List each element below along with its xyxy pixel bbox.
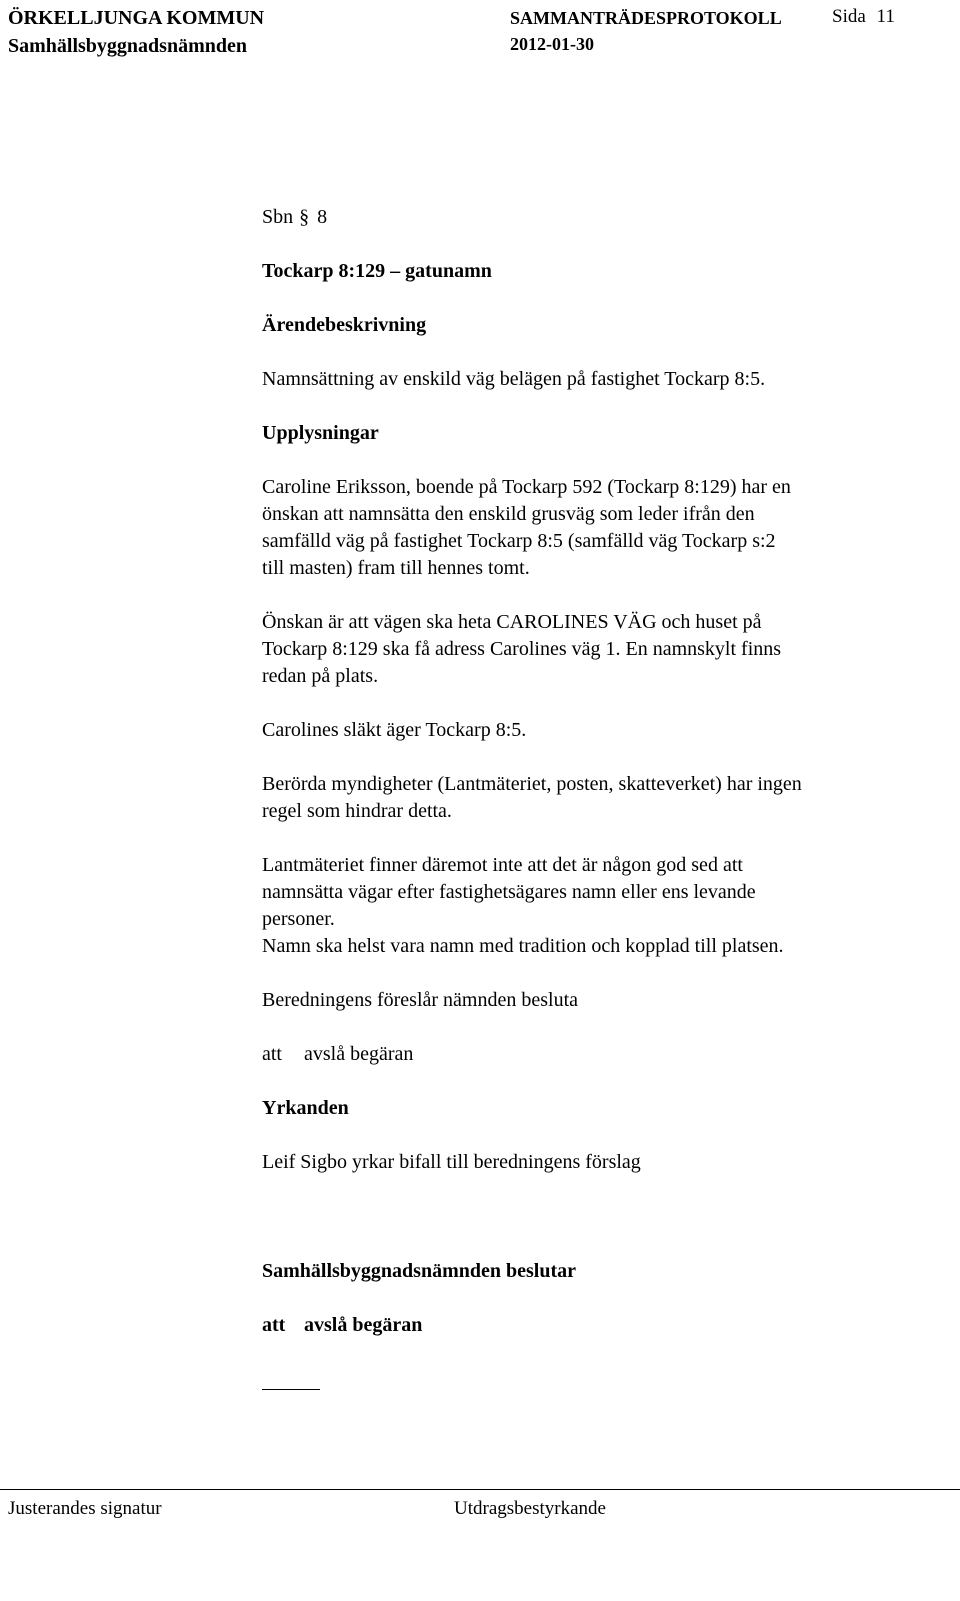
text-line: Namn ska helst vara namn med tradition och kopplad till platsen. [262,935,784,957]
yrkanden-heading: Yrkanden [262,1097,349,1119]
arendebeskrivning-text: Namnsättning av enskild väg belägen på fastighet Tockarp 8:5. [262,368,766,390]
text-line: Lantmäteriet finner däremot inte att det är någon god sed att [262,854,743,876]
text-line: personer. [262,908,335,930]
att-word: att [262,1314,286,1336]
arendebeskrivning-heading: Ärendebeskrivning [262,314,427,336]
section-prefix: Sbn [262,206,294,228]
text-line: Carolines släkt äger Tockarp 8:5. [262,719,527,741]
upplysningar-paragraph-1 [262,474,922,582]
section-end-rule [262,1389,320,1390]
upplysningar-paragraph-2 [262,609,922,690]
yrkanden-text: Leif Sigbo yrkar bifall till beredningens förslag [262,1151,641,1173]
document-type: SAMMANTRÄDESPROTOKOLL [510,8,782,28]
section-num: 8 [317,206,328,228]
committee-name: Samhällsbyggnadsnämnden [8,35,247,57]
text-line: till masten) fram till hennes tomt. [262,557,530,579]
text-line: redan på plats. [262,665,379,687]
decision-text: avslå begäran [304,1314,423,1336]
upplysningar-paragraph-3 [262,717,922,744]
text-line: Berörda myndigheter (Lantmäteriet, posten, skatteverket) har ingen [262,773,802,795]
section-title: Tockarp 8:129 – gatunamn [262,260,492,282]
proposal-text: avslå begäran [304,1043,414,1065]
text-line: Tockarp 8:129 ska få adress Carolines väg 1. En namnskylt finns [262,638,782,660]
footer-certification-label: Utdragsbestyrkande [454,1498,606,1519]
page-number: 11 [876,6,895,27]
text-line: regel som hindrar detta. [262,800,452,822]
att-word: att [262,1043,282,1065]
upplysningar-paragraph-4 [262,771,922,825]
upplysningar-paragraph-5 [262,852,922,960]
upplysningar-heading: Upplysningar [262,422,379,444]
text-line: önskan att namnsätta den enskild grusväg som leder ifrån den [262,503,755,525]
text-line: namnsätta vägar efter fastighetsägares namn eller ens levande [262,881,756,903]
beredning-proposal [262,1041,413,1068]
beredning-text: Beredningens föreslår nämnden besluta [262,989,579,1011]
text-line: Caroline Eriksson, boende på Tockarp 592 (Tockarp 8:129) har en [262,476,791,498]
org-name: ÖRKELLJUNGA KOMMUN [8,7,265,29]
text-line: samfälld väg på fastighet Tockarp 8:5 (samfälld väg Tockarp s:2 [262,530,776,552]
section-number [262,204,327,231]
meeting-date: 2012-01-30 [510,34,594,54]
page-label: Sida [832,6,866,27]
footer-divider [0,1489,960,1490]
footer-signature-label: Justerandes signatur [8,1498,162,1519]
text-line: Önskan är att vägen ska heta CAROLINES VÄG och huset på [262,611,762,633]
paragraph-symbol: § [299,206,310,228]
beslut-decision [262,1312,422,1339]
page-indicator [832,6,895,28]
beslut-heading: Samhällsbyggnadsnämnden beslutar [262,1260,576,1282]
